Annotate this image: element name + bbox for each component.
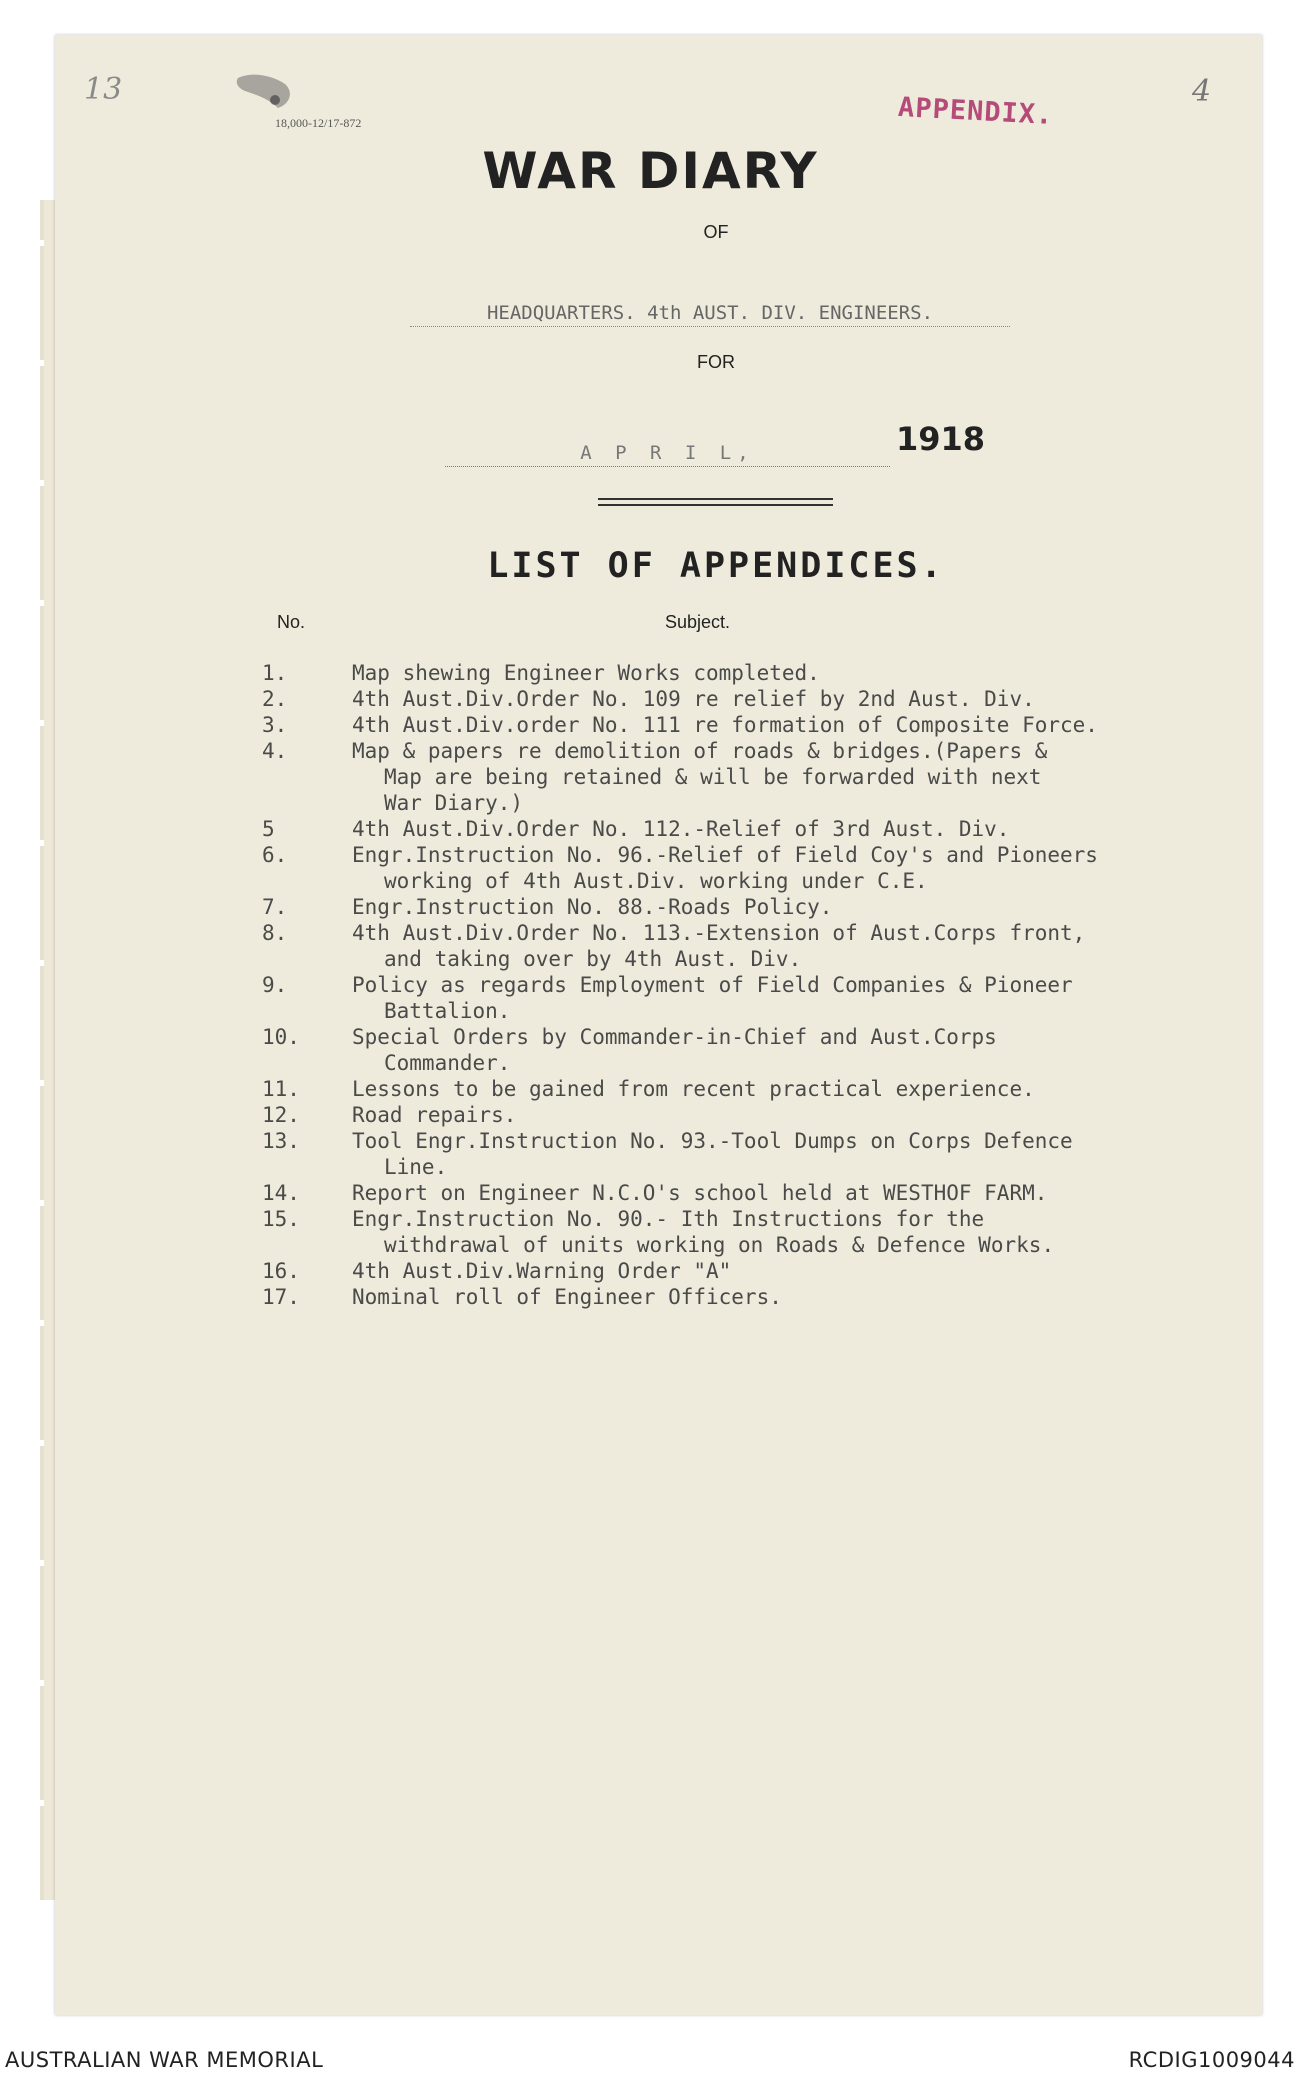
appendix-number: 4.: [262, 739, 288, 763]
appendix-entry: [262, 1076, 1262, 1102]
appendix-subject-line: 4th Aust.Div.Order No. 112.-Relief of 3rd Aust. Div.: [352, 817, 1010, 841]
appendix-entry: [262, 660, 1262, 686]
column-header-no: No.: [277, 612, 306, 632]
appendix-subject: [352, 1206, 1262, 1258]
appendix-subject-line: Engr.Instruction No. 90.- Ith Instructions for the: [352, 1207, 985, 1231]
pencil-page-number: 4: [1192, 74, 1212, 109]
appendix-subject-line: Map & papers re demolition of roads & bridges.(Papers &: [352, 739, 1048, 763]
appendix-subject-line: 4th Aust.Div.order No. 111 re formation of Composite Force.: [352, 713, 1098, 737]
appendix-number: 14.: [262, 1181, 300, 1205]
appendix-entry: [262, 1258, 1262, 1284]
pencil-folio-note: 13: [84, 72, 123, 107]
appendix-number: 2.: [262, 687, 288, 711]
appendix-subject-line: Commander.: [384, 1051, 511, 1075]
appendix-subject: [352, 1180, 1262, 1206]
appendix-subject: [352, 816, 1262, 842]
appendix-subject-line: working of 4th Aust.Div. working under C.E.: [384, 869, 928, 893]
appendix-subject: [352, 738, 1262, 816]
appendix-entry: [262, 1128, 1262, 1180]
appendix-entry: [262, 920, 1262, 972]
appendix-subject-line: Policy as regards Employment of Field Companies & Pioneer: [352, 973, 1073, 997]
archive-credit: AUSTRALIAN WAR MEMORIAL: [5, 2048, 324, 2072]
appendix-subject-line: 4th Aust.Div.Warning Order "A": [352, 1259, 732, 1283]
appendix-number: 10.: [262, 1025, 300, 1049]
appendix-subject: [352, 1102, 1262, 1128]
appendix-number: 9.: [262, 973, 288, 997]
appendix-subject-line: War Diary.): [384, 791, 524, 815]
appendix-subject-line: Tool Engr.Instruction No. 93.-Tool Dumps on Corps Defence: [352, 1129, 1073, 1153]
appendix-entry: [262, 686, 1262, 712]
appendix-subject: [352, 842, 1262, 894]
appendix-list: [262, 660, 1262, 1310]
appendix-entry: [262, 1284, 1262, 1310]
column-header-subject: Subject.: [665, 612, 731, 632]
appendix-number: 12.: [262, 1103, 300, 1127]
form-number: 18,000-12/17-872: [275, 116, 362, 130]
appendix-number: 1.: [262, 661, 288, 685]
appendix-subject-line: Battalion.: [384, 999, 511, 1023]
appendix-subject-line: Road repairs.: [352, 1103, 517, 1127]
appendix-number: 5: [262, 817, 275, 841]
appendix-entry: [262, 1024, 1262, 1076]
document-title: WAR DIARY: [482, 142, 819, 200]
unit-name: HEADQUARTERS. 4th AUST. DIV. ENGINEERS.: [410, 302, 1010, 327]
appendix-entry: [262, 842, 1262, 894]
appendix-subject-line: 4th Aust.Div.Order No. 109 re relief by 2nd Aust. Div.: [352, 687, 1035, 711]
appendix-subject: [352, 686, 1262, 712]
appendix-subject-line: and taking over by 4th Aust. Div.: [384, 947, 802, 971]
appendix-stamp: APPENDIX.: [897, 91, 1055, 132]
appendix-subject: [352, 1076, 1262, 1102]
appendix-number: 7.: [262, 895, 288, 919]
appendix-subject-line: Report on Engineer N.C.O's school held at WESTHOF FARM.: [352, 1181, 1048, 1205]
appendix-subject-line: 4th Aust.Div.Order No. 113.-Extension of Aust.Corps front,: [352, 921, 1086, 945]
appendix-number: 3.: [262, 713, 288, 737]
appendix-subject: [352, 1258, 1262, 1284]
appendix-subject-line: Map shewing Engineer Works completed.: [352, 661, 820, 685]
appendix-number: 8.: [262, 921, 288, 945]
list-heading: LIST OF APPENDICES.: [487, 546, 945, 586]
appendix-entry: [262, 1102, 1262, 1128]
appendix-entry: [262, 1206, 1262, 1258]
appendix-entry: [262, 816, 1262, 842]
appendix-subject: [352, 972, 1262, 1024]
appendix-subject-line: Line.: [384, 1155, 448, 1179]
ink-smudge: [230, 70, 300, 115]
appendix-number: 17.: [262, 1285, 300, 1309]
appendix-number: 11.: [262, 1077, 300, 1101]
appendix-entry: [262, 712, 1262, 738]
appendix-entry: [262, 1180, 1262, 1206]
appendix-entry: [262, 738, 1262, 816]
for-label: FOR: [697, 352, 735, 372]
diary-year: 1918: [896, 420, 986, 458]
appendix-subject-line: Special Orders by Commander-in-Chief and Aust.Corps: [352, 1025, 997, 1049]
appendix-subject-line: Engr.Instruction No. 88.-Roads Policy.: [352, 895, 833, 919]
appendix-subject-line: Nominal roll of Engineer Officers.: [352, 1285, 782, 1309]
appendix-entry: [262, 972, 1262, 1024]
appendix-subject-line: Lessons to be gained from recent practical experience.: [352, 1077, 1035, 1101]
of-label: OF: [703, 222, 729, 242]
appendix-subject-line: Engr.Instruction No. 96.-Relief of Field Coy's and Pioneers: [352, 843, 1098, 867]
appendix-subject: [352, 1128, 1262, 1180]
title-divider: [598, 498, 833, 506]
appendix-number: 6.: [262, 843, 288, 867]
appendix-number: 13.: [262, 1129, 300, 1153]
appendix-number: 16.: [262, 1259, 300, 1283]
appendix-subject-line: Map are being retained & will be forwarded with next: [384, 765, 1042, 789]
archive-reference: RCDIG1009044: [1128, 2048, 1295, 2072]
diary-month: A P R I L,: [445, 442, 890, 467]
appendix-subject: [352, 1284, 1262, 1310]
appendix-subject-line: withdrawal of units working on Roads & Defence Works.: [384, 1233, 1055, 1257]
appendix-subject: [352, 894, 1262, 920]
appendix-number: 15.: [262, 1207, 300, 1231]
appendix-subject: [352, 712, 1262, 738]
appendix-subject: [352, 920, 1262, 972]
torn-page-edge: [40, 200, 44, 1900]
appendix-subject: [352, 660, 1262, 686]
appendix-entry: [262, 894, 1262, 920]
appendix-subject: [352, 1024, 1262, 1076]
